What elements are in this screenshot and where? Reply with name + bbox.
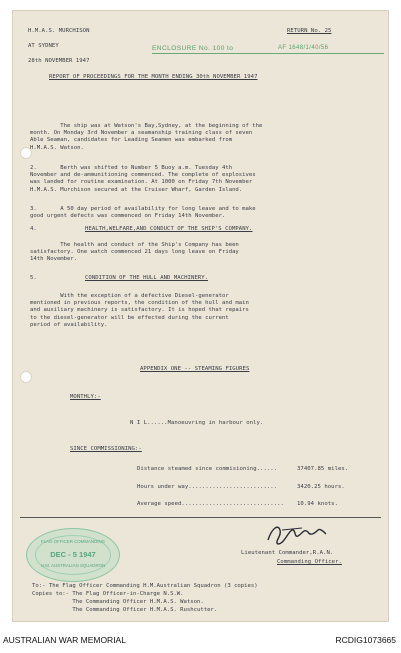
speed-value: 10.94 knots. [297, 501, 339, 507]
distribution-to: To:- The Flag Officer Commanding H.M.Australian Squadron (3 copies) [32, 583, 258, 589]
since-commissioning-label: SINCE COMMISSIONING:- [70, 446, 142, 452]
distribution-copy-3: The Commanding Officer H.M.A.S. Rushcutter. [32, 607, 218, 613]
paragraph-1: The ship was at Watson's Bay,Sydney, at the beginning of the month. On Monday 3rd November a seamanship training class of seven Able Seaman, candidates for Leading Seamen was embarked from H.M.A.S. Watson. [30, 123, 263, 151]
paragraph-5-number: 5. [30, 275, 37, 281]
report-title: REPORT OF PROCEEDINGS FOR THE MONTH ENDING 30th NOVEMBER 1947 [49, 74, 258, 80]
appendix-heading: APPENDIX ONE -- STEAMING FIGURES [140, 366, 250, 372]
return-number: RETURN No. 25 [287, 28, 332, 34]
paragraph-5-body: With the exception of a defective Diesel-generator mentioned in previous reports, the condition of the hull and main and auxiliary machinery is satisfactory. It is hoped that repairs to the diesel-generator will be effected during the current period of availability. [30, 293, 249, 328]
enclosure-stamp: ENCLOSURE No. 100 to [152, 45, 234, 52]
paragraph-4-body: The health and conduct of the Ship's Company has been satisfactory. One watch commenced 21 days long leave on Friday 14th November. [30, 242, 239, 263]
hours-value: 3420.25 hours. [297, 484, 345, 490]
signature-rank: Lieutenant Commander,R.A.N. [241, 550, 334, 556]
stamp-bottom-text: H.M. AUSTRALIAN SQUADRON [40, 563, 106, 568]
punch-hole-bottom [21, 372, 31, 382]
monthly-label: MONTHLY:- [70, 394, 101, 400]
archive-name: AUSTRALIAN WAR MEMORIAL [3, 635, 126, 645]
enclosure-underline [152, 53, 384, 54]
distribution-copy-1: Copies to:- The Flag Officer-in-Charge N.S.W. [32, 591, 184, 597]
file-reference: AF 1648/1/40/56 [278, 45, 329, 51]
hours-label: Hours under way.......................... [137, 484, 278, 490]
report-document [12, 10, 389, 622]
ship-location: AT SYDNEY [28, 43, 59, 49]
signature-divider [20, 517, 381, 518]
handwritten-signature [262, 520, 332, 548]
paragraph-4-number: 4. [30, 226, 37, 232]
stamp-date: DEC - 5 1947 [50, 550, 96, 559]
distribution-copy-2: The Commanding Officer H.M.A.S. Watson. [32, 599, 204, 605]
archive-id: RCDIG1073665 [335, 635, 396, 645]
report-date: 28th NOVEMBER 1947 [28, 58, 90, 64]
monthly-value: N I L......Manoeuvring in harbour only. [130, 420, 264, 426]
paragraph-3: 3. A 50 day period of availability for long leave and to make good urgent defects was commenced on Friday 14th November. [30, 206, 256, 220]
paragraph-4-heading: HEALTH,WELFARE,AND CONDUCT OF THE SHIP'S COMPANY. [85, 226, 253, 232]
archive-footer [0, 631, 401, 653]
ship-name: H.M.A.S. MURCHISON [28, 28, 90, 34]
stamp-top-text: FLAG OFFICER COMMANDING [40, 539, 106, 544]
speed-label: Average speed.............................. [137, 501, 284, 507]
paragraph-2: 2. Berth was shifted to Number 5 Buoy a.m. Tuesday 4th November and de-ammunitioning commenced. The complete of explosives was landed for routine examination. At 1000 on Friday 7th November H.M.A.S. Murchison secured at the Cruiser Wharf, Garden Island. [30, 165, 256, 193]
distance-value: 37407.85 miles. [297, 466, 349, 472]
document-page [12, 10, 389, 622]
signature-title: Commanding Officer. [277, 559, 342, 565]
distance-label: Distance steamed since commisioning...... [137, 466, 278, 472]
received-stamp [26, 528, 120, 582]
paragraph-5-heading: CONDITION OF THE HULL AND MACHINERY. [85, 275, 209, 281]
